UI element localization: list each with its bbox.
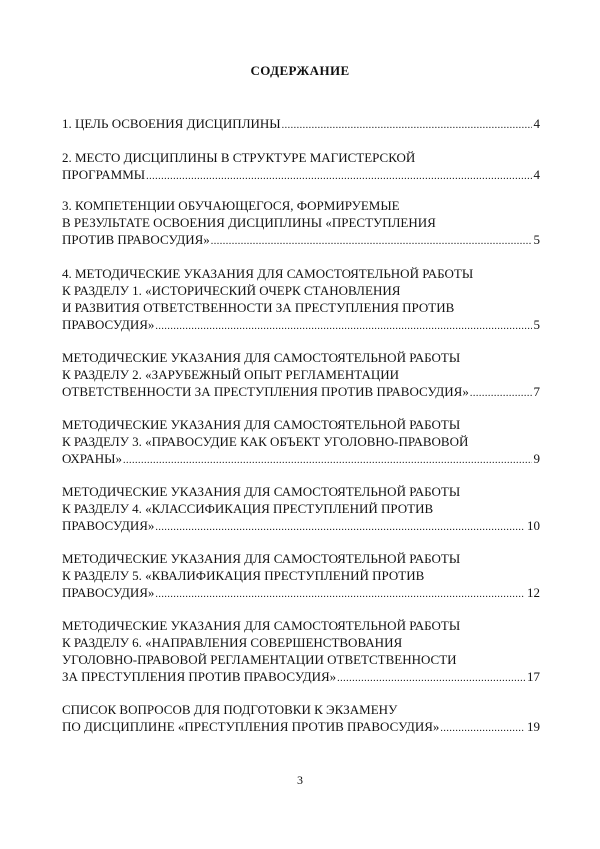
toc-entry-text: МЕТОДИЧЕСКИЕ УКАЗАНИЯ ДЛЯ САМОСТОЯТЕЛЬНОЙ РАБОТЫ (62, 551, 461, 566)
page-title: СОДЕРЖАНИЕ (250, 63, 350, 78)
toc-entry-last-line (62, 115, 540, 134)
toc-entry-text: 2. МЕСТО ДИСЦИПЛИНЫ В СТРУКТУРЕ МАГИСТЕРСКОЙ (62, 150, 416, 165)
toc-entry-text: ОТВЕТСТВЕННОСТИ ЗА ПРЕСТУПЛЕНИЯ ПРОТИВ ПРАВОСУДИЯ» (62, 384, 469, 399)
toc-entry-text: 1. ЦЕЛЬ ОСВОЕНИЯ ДИСЦИПЛИНЫ (62, 116, 281, 131)
toc-entry[interactable] (62, 483, 540, 536)
toc-entry-text: УГОЛОВНО-ПРАВОВОЙ РЕГЛАМЕНТАЦИИ ОТВЕТСТВЕННОСТИ (62, 652, 457, 667)
toc-entry-last-line (62, 517, 540, 536)
dot-leader (155, 318, 531, 335)
toc-entry-last-line (62, 316, 540, 335)
toc-entry-text: ПРАВОСУДИЯ» (62, 518, 155, 533)
dot-leader (155, 519, 525, 536)
dot-leader (282, 117, 532, 134)
toc-entry-text: ЗА ПРЕСТУПЛЕНИЯ ПРОТИВ ПРАВОСУДИЯ» (62, 669, 337, 684)
toc-entry-text: ПРАВОСУДИЯ» (62, 317, 155, 332)
toc-page-number: 7 (533, 384, 540, 399)
dot-leader (211, 233, 532, 250)
toc-entry-text: К РАЗДЕЛУ 6. «НАПРАВЛЕНИЯ СОВЕРШЕНСТВОВАНИЯ (62, 635, 403, 650)
page-number: 3 (297, 773, 303, 787)
toc-entry-text: 3. КОМПЕТЕНЦИИ ОБУЧАЮЩЕГОСЯ, ФОРМИРУЕМЫЕ (62, 198, 400, 213)
toc-entry[interactable] (62, 197, 540, 250)
toc-page-number: 4 (533, 167, 540, 182)
dot-leader (337, 670, 525, 687)
toc-entry[interactable] (62, 265, 540, 335)
toc-entry[interactable] (62, 149, 540, 185)
toc-page-number: 5 (533, 232, 540, 247)
toc-entry-last-line (62, 668, 540, 687)
dot-leader (146, 168, 531, 185)
dot-leader (155, 586, 525, 603)
toc-page-number: 17 (527, 669, 540, 684)
toc-page-number: 10 (527, 518, 540, 533)
toc-entry-last-line (62, 718, 540, 737)
toc-entry-text: И РАЗВИТИЯ ОТВЕТСТВЕННОСТИ ЗА ПРЕСТУПЛЕНИЯ ПРОТИВ (62, 300, 455, 315)
toc-entry-text: К РАЗДЕЛУ 5. «КВАЛИФИКАЦИЯ ПРЕСТУПЛЕНИЙ ПРОТИВ (62, 568, 425, 583)
toc-entry-text: ПРАВОСУДИЯ» (62, 585, 155, 600)
toc-entry-text: ПРОТИВ ПРАВОСУДИЯ» (62, 232, 210, 247)
toc-page-number: 4 (533, 116, 540, 131)
dot-leader (470, 385, 532, 402)
toc-entry[interactable] (62, 349, 540, 402)
toc-entry-text: МЕТОДИЧЕСКИЕ УКАЗАНИЯ ДЛЯ САМОСТОЯТЕЛЬНОЙ РАБОТЫ (62, 417, 461, 432)
toc-page-number: 9 (533, 451, 540, 466)
toc-entry-text: ПО ДИСЦИПЛИНЕ «ПРЕСТУПЛЕНИЯ ПРОТИВ ПРАВОСУДИЯ» (62, 719, 440, 734)
toc-entry[interactable] (62, 617, 540, 687)
toc-entry-text: В РЕЗУЛЬТАТЕ ОСВОЕНИЯ ДИСЦИПЛИНЫ «ПРЕСТУПЛЕНИЯ (62, 215, 436, 230)
toc-entry-text: МЕТОДИЧЕСКИЕ УКАЗАНИЯ ДЛЯ САМОСТОЯТЕЛЬНОЙ РАБОТЫ (62, 618, 461, 633)
toc-entry-last-line (62, 584, 540, 603)
dot-leader (440, 720, 525, 737)
toc-entry-text: МЕТОДИЧЕСКИЕ УКАЗАНИЯ ДЛЯ САМОСТОЯТЕЛЬНОЙ РАБОТЫ (62, 350, 461, 365)
toc-entry-last-line (62, 166, 540, 185)
toc-entry-text: К РАЗДЕЛУ 2. «ЗАРУБЕЖНЫЙ ОПЫТ РЕГЛАМЕНТАЦИИ (62, 367, 400, 382)
toc-entry-text: ПРОГРАММЫ (62, 167, 146, 182)
toc-entry-text: СПИСОК ВОПРОСОВ ДЛЯ ПОДГОТОВКИ К ЭКЗАМЕНУ (62, 702, 398, 717)
toc-entry-text: К РАЗДЕЛУ 1. «ИСТОРИЧЕСКИЙ ОЧЕРК СТАНОВЛЕНИЯ (62, 283, 401, 298)
toc-entry-text: К РАЗДЕЛУ 4. «КЛАССИФИКАЦИЯ ПРЕСТУПЛЕНИЙ ПРОТИВ (62, 501, 434, 516)
toc-entry-text: 4. МЕТОДИЧЕСКИЕ УКАЗАНИЯ ДЛЯ САМОСТОЯТЕЛЬНОЙ РАБОТЫ (62, 266, 474, 281)
toc-entry-last-line (62, 450, 540, 469)
toc-entry-last-line (62, 383, 540, 402)
toc-entry-last-line (62, 231, 540, 250)
toc-entry-text: МЕТОДИЧЕСКИЕ УКАЗАНИЯ ДЛЯ САМОСТОЯТЕЛЬНОЙ РАБОТЫ (62, 484, 461, 499)
toc-page-number: 12 (527, 585, 540, 600)
toc-entry-text: К РАЗДЕЛУ 3. «ПРАВОСУДИЕ КАК ОБЪЕКТ УГОЛОВНО-ПРАВОВОЙ (62, 434, 469, 449)
toc-page-number: 5 (533, 317, 540, 332)
toc-entry[interactable] (62, 115, 540, 134)
toc-entry[interactable] (62, 550, 540, 603)
toc-entry[interactable] (62, 701, 540, 737)
toc-entry[interactable] (62, 416, 540, 469)
toc-entry-text: ОХРАНЫ» (62, 451, 122, 466)
toc-page-number: 19 (527, 719, 540, 734)
table-of-contents (62, 115, 540, 737)
dot-leader (123, 452, 532, 469)
